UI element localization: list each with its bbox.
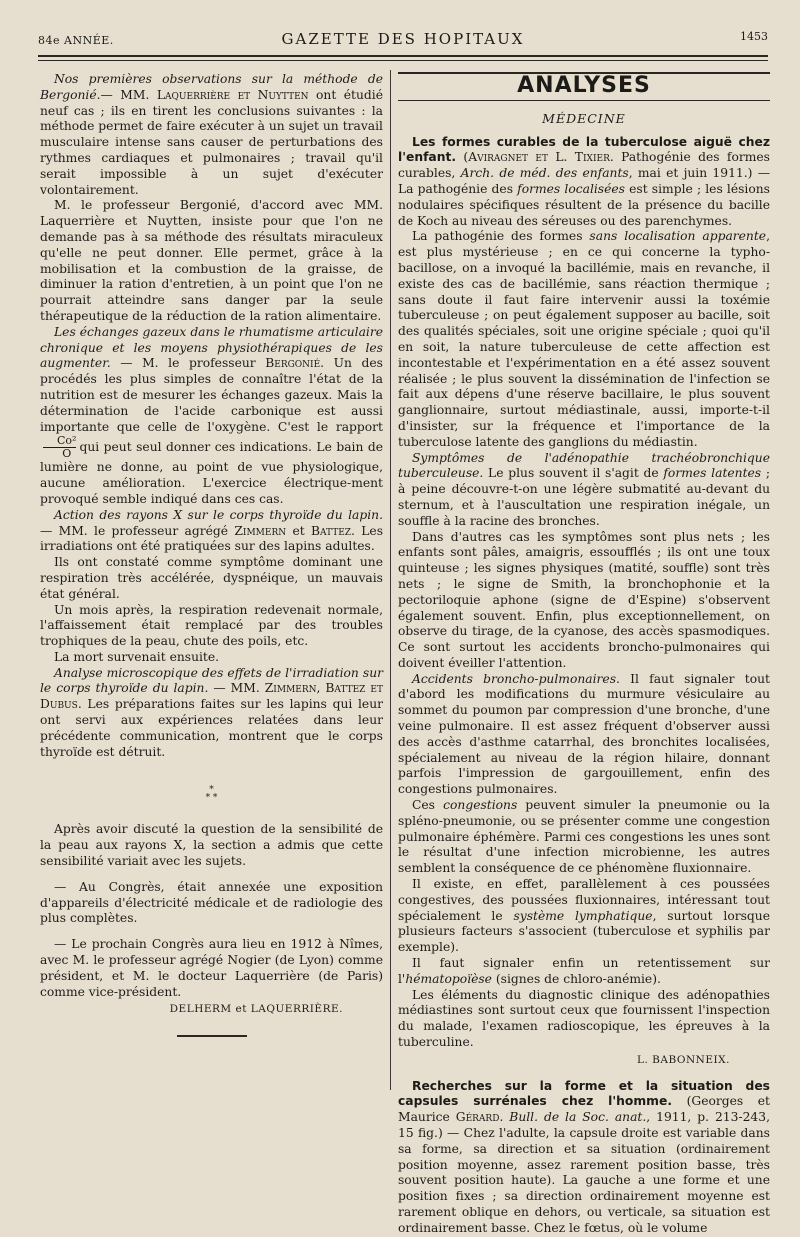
separator-stars: * *: [205, 793, 218, 804]
paragraph: Dans d'autres cas les symptômes sont plus nets ; les enfants sont pâles, amaigris, essoufflés ; ils ont une toux quinteuse ; les signes physiques (matité, souffle) sont très nets ; le signe de Smith, la bronchophonie et la pectoriloquie aphone (signe de d'Espine) s'observent également souvent. Enfin, plus exceptionnellement, on observe du tirage, de la cyanose, des accès spasmodiques. Ce sont surtout les accidents broncho-pulmonaires qui doivent éveiller l'attention.: [398, 529, 770, 670]
paragraph-text: qui peut seul donner ces indications. Le bain de lumière ne donne, au point de vue physiologique, aucune amélioration. L'exercice électrique-ment provoqué semble indiqué dans ces cas.: [40, 440, 383, 506]
emphasis: système lymphatique: [513, 908, 653, 923]
paragraph: [398, 672, 770, 798]
co2-fraction: [43, 435, 76, 460]
page-number: 1453: [740, 30, 768, 43]
header-rule: [38, 55, 768, 57]
article-title: Les formes curables de la tuberculose aiguë chez l'enfant.: [398, 134, 770, 165]
separator-star: *: [209, 785, 214, 796]
right-column: [398, 72, 770, 1237]
paragraph: [398, 798, 770, 877]
article-text: Il faut signaler tout d'abord les modifications du murmure vésiculaire au sommet du poumon par compression d'une bronche, d'une veine pulmonaire. Il est assez fréquent d'observer aussi des accès d'asthme catarrhal, des bronchites localisées, spécialement au niveau de la région hilaire, donnant parfois l'impression de gargouillement, enfin des congestions pulmonaires.: [398, 671, 770, 797]
article-text: Ces: [412, 798, 444, 813]
paragraph: [398, 877, 770, 956]
paragraph: La mort survenait ensuite.: [54, 649, 220, 664]
header-rule-thin: [38, 60, 768, 61]
subheading: Accidents broncho-pulmonaires.: [412, 671, 620, 686]
journal-name: Bull. de la Soc. anat.: [509, 1110, 647, 1125]
paragraph-text: — MM. le professeur agrégé: [40, 523, 235, 538]
section-title: MÉDECINE: [542, 110, 626, 126]
left-column: [40, 72, 383, 1044]
column-divider: [390, 70, 391, 1090]
emphasis: hématopoïèse: [405, 971, 492, 986]
paragraph: [40, 325, 383, 508]
fraction-denominator: O: [62, 447, 72, 461]
paragraph: Après avoir discuté la question de la sensibilité de la peau aux rayons X, la section a admis que cette sensibilité variait avec les sujets.: [40, 822, 383, 869]
paragraph: Ils ont constaté comme symptôme dominant une respiration très accélérée, dyspnéique, un mauvais état général.: [40, 555, 383, 601]
paragraph-title: Action des rayons X sur le corps thyroïde du lapin.: [54, 507, 383, 522]
article-text: , 1911, p. 213-243, 15 fig.) — Chez l'adulte, la capsule droite est variable dans sa forme, sa direction et sa situation (ordinairement position moyenne, assez rarement position basse, très souvent position haute). La gauche a une forme et une position fixes ; sa direction ordinairement moyenne est rarement oblique en dehors, ou verticale, sa situation est ordinairement basse. Chez le fœtus, où le volume: [398, 1110, 770, 1235]
paragraph-text: et: [286, 523, 311, 538]
article-text: , surtout lorsque plusieurs facteurs s'associent (tuberculose et syphilis par exemple).: [398, 908, 770, 955]
paragraph: Les éléments du diagnostic clinique des adénopathies médiastines sont surtout ceux que fournissent l'inspection du malade, l'examen radioscopique, les épreuves à la tuberculine.: [398, 987, 770, 1050]
paragraph-text: . Un des procédés les plus simples de connaître l'état de la nutrition est de mesurer les échanges gazeux. Mais la détermination de l'acide carbonique est aussi importante que celle de l'oxygène. C'est le rapport: [40, 356, 383, 434]
author: Bergonié: [265, 356, 321, 371]
author: Zimmern: [234, 523, 287, 538]
signature: DELHERM et LAQUERRIÈRE.: [169, 1003, 343, 1016]
paragraph: [40, 508, 383, 555]
article-text: (Georges et Maurice: [398, 1094, 770, 1125]
article-text: Le plus souvent il s'agit de: [483, 466, 664, 481]
emphasis: formes localisées: [517, 181, 625, 196]
author: Battez: [310, 523, 352, 538]
paragraph: — Le prochain Congrès aura lieu en 1912 à Nîmes, avec M. le professeur agrégé Nogier (de Lyon) comme président, et M. le docteur Laquerrière (de Paris) comme vice-président.: [40, 937, 383, 999]
journal-title: GAZETTE DES HOPITAUX: [281, 30, 525, 48]
signature: L. BABONNEIX.: [637, 1053, 730, 1066]
analyses-header: [398, 72, 770, 101]
paragraph-text: — MM.: [208, 681, 265, 696]
article-text: (signes de chloro-anémie).: [491, 971, 661, 986]
article-text: , mai et juin 1911.) — La pathogénie des: [398, 166, 770, 196]
article-title: Recherches sur la forme et la situation des capsules surrénales chez l'homme.: [398, 1078, 770, 1109]
analyses-title: ANALYSES: [517, 73, 651, 98]
journal-name: Arch. de méd. des enfants: [460, 166, 629, 181]
author: Gérard: [455, 1110, 500, 1125]
paragraph: [398, 451, 770, 530]
emphasis: sans localisation apparente: [589, 229, 767, 244]
article: [398, 135, 770, 230]
paragraph: [398, 229, 770, 450]
article-text: La pathogénie des formes: [412, 229, 590, 244]
article-text: , est plus mystérieuse ; en ce qui concerne la typho-bacillose, on a invoqué la bacillémie, mais en revanche, il existe des cas de bacillémie, sans réaction thermique ; sans doute il faut faire intervenir aussi la toxémie tuberculeuse ; on peut également supposer au bacille, soit des qualités spéciales, soit une origine spéciale ; quoi qu'il en soit, la nature tuberculeuse de cette affection est incontestable et l'expérimentation en a été assez souvent réalisée ; le plus souvent la dissémination de l'infection se fait aux dépens d'une réserve bacillaire, le plus souvent ganglionnaire, surtout médiastinale, aussi, importe-t-il d'insister, sur la fréquence et l'importance de la tuberculose latente des ganglions du médiastin.: [398, 229, 770, 449]
year-label: 84e ANNÉE.: [38, 34, 114, 47]
paragraph-text: ont étudié neuf cas ; ils en tirent les conclusions suivantes : la méthode permet de faire exécuter à un sujet un travail musculaire intense sans causer de perturbations des rythmes cardiaques et pulmonaires ; travail qu'il serait impossible à un sujet d'exécuter volontairement.: [40, 87, 383, 197]
paragraph: — Au Congrès, était annexée une exposition d'appareils d'électricité médicale et de radiologie des plus complètes.: [40, 879, 383, 926]
article-text: . Pathogénie des formes curables,: [398, 150, 770, 181]
paragraph: [40, 72, 383, 198]
article: [398, 1079, 770, 1237]
article-text: peuvent simuler la pneumonie ou la spléno-pneumonie, ou se présenter comme une congestion pulmonaire éphémère. Parmi ces congestions les unes sont le résultat d'une infection microbienne, les autres semblent la conséquence de ce phénomène fluxionnaire.: [398, 798, 771, 876]
paragraph: [398, 956, 770, 988]
article-text: ; à peine découvre-t-on une légère submatité au-devant du sternum, et à l'auscultation une respiration inégale, un souffle à la racine des bronches.: [398, 466, 770, 528]
emphasis: congestions: [443, 798, 518, 813]
paragraph-title: Analyse microscopique des effets de l'irradiation sur le corps thyroïde du lapin.: [40, 665, 383, 696]
paragraph-text: — M. le professeur: [110, 356, 266, 371]
authors: (Aviragnet et L. Tixier: [456, 150, 610, 165]
emphasis: formes latentes: [663, 466, 762, 481]
paragraph-title: Les échanges gazeux dans le rhumatisme articulaire chronique et les moyens physiothérapiques de les augmenter.: [40, 324, 383, 371]
paragraph-text: . Les préparations faites sur les lapins qui leur ont servi aux expériences relatées dans leur précédente communication, montrent que le corps thyroïde est détruit.: [40, 697, 383, 759]
article-text: Il existe, en effet, parallèlement à ces poussées congestives, des poussées fluxionnaires, intéressant tout spécialement le: [398, 877, 770, 923]
paragraph: M. le professeur Bergonié, d'accord avec MM. Laquerrière et Nuytten, insiste pour que l'on ne demande pas à sa méthode des résultats miraculeux qu'elle ne peut donner. Elle permet, grâce à la mobilisation et la combustion de la graisse, de diminuer la ration d'entretien, à un point que l'on ne pourrait atteindre sans danger par la seule thérapeutique de la réduction de la ration alimentaire.: [40, 198, 383, 323]
fraction-numerator: Co²: [43, 435, 76, 448]
article-text: est simple ; les lésions nodulaires spécifiques résultent de la présence du bacille de Koch au niveau des séreuses ou des parenchymes.: [398, 181, 770, 228]
page-header: [38, 30, 768, 52]
section-separator: [40, 786, 383, 802]
authors: Zimmern, Battez et Dubus: [40, 681, 384, 712]
paragraph-title: Nos premières observations sur la méthode de Bergonié.: [40, 72, 383, 102]
paragraph-text: . Les irradiations ont été pratiquées sur des lapins adultes.: [40, 523, 384, 554]
end-ornament: [40, 1028, 383, 1044]
article-text: Il faut signaler enfin un retentissement sur l': [398, 956, 770, 986]
authors: — MM. Laquerrière et Nuytten: [100, 87, 309, 102]
paragraph: [40, 666, 383, 761]
subheading: Symptômes de l'adénopathie trachéobronchique tuberculeuse.: [398, 450, 770, 481]
article-text: .: [499, 1110, 510, 1125]
paragraph: Un mois après, la respiration redevenait normale, l'affaissement était remplacé par des troubles trophiques de la peau, chute des poils, etc.: [40, 602, 383, 649]
